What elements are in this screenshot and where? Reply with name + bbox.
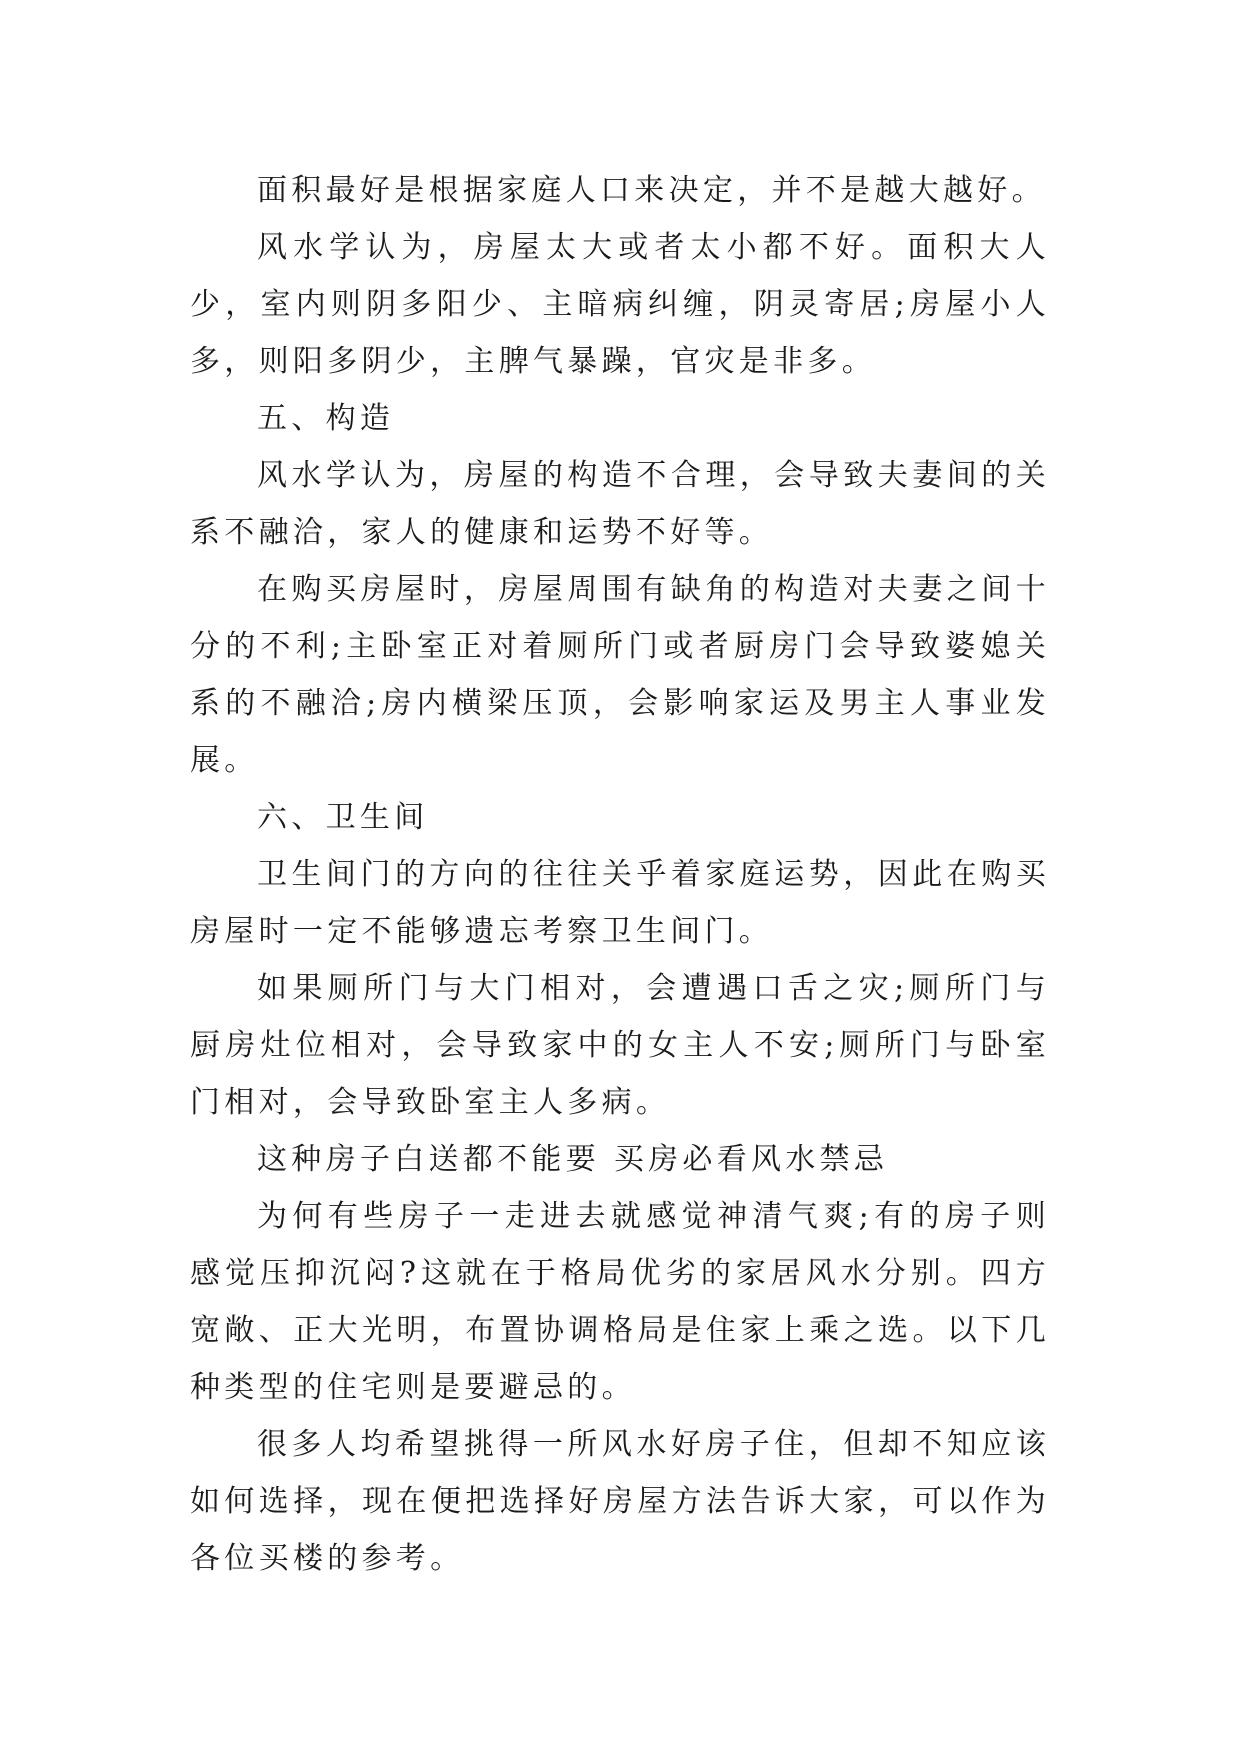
section-heading-structure: 五、构造 (257, 401, 395, 436)
paragraph-area-advice: 面积最好是根据家庭人口来决定，并不是越大越好。 (257, 173, 1046, 208)
section-heading-bathroom: 六、卫生间 (257, 800, 429, 835)
paragraph-structure-details: 在购买房屋时，房屋周围有缺角的构造对夫妻之间十分的不利;主卧室正对着厕所门或者厨房门会导致婆媳关系的不融洽;房内横梁压顶，会影响家运及男主人事业发展。 (190, 572, 1050, 778)
paragraph-bathroom-intro: 卫生间门的方向的往往关乎着家庭运势，因此在购买房屋时一定不能够遗忘考察卫生间门。 (190, 857, 1050, 949)
subtitle-taboos: 这种房子白送都不能要 买房必看风水禁忌 (257, 1142, 889, 1177)
paragraph-house-size: 风水学认为，房屋太大或者太小都不好。面积大人少，室内则阴多阳少、主暗病纠缠，阴灵寄居;房屋小人多，则阳多阴少，主脾气暴躁，官灾是非多。 (190, 230, 1050, 379)
paragraph-layout-quality: 为何有些房子一走进去就感觉神清气爽;有的房子则感觉压抑沉闷?这就在于格局优劣的家居风水分别。四方宽敞、正大光明，布置协调格局是住家上乘之选。以下几种类型的住宅则是要避忌的。 (190, 1199, 1050, 1405)
paragraph-structure-intro: 风水学认为，房屋的构造不合理，会导致夫妻间的关系不融洽，家人的健康和运势不好等。 (190, 458, 1050, 550)
paragraph-bathroom-details: 如果厕所门与大门相对，会遭遇口舌之灾;厕所门与厨房灶位相对，会导致家中的女主人不安;厕所门与卧室门相对，会导致卧室主人多病。 (190, 971, 1050, 1120)
document-body (190, 162, 1050, 1587)
paragraph-reference: 很多人均希望挑得一所风水好房子住，但却不知应该如何选择，现在便把选择好房屋方法告诉大家，可以作为各位买楼的参考。 (190, 1427, 1050, 1576)
